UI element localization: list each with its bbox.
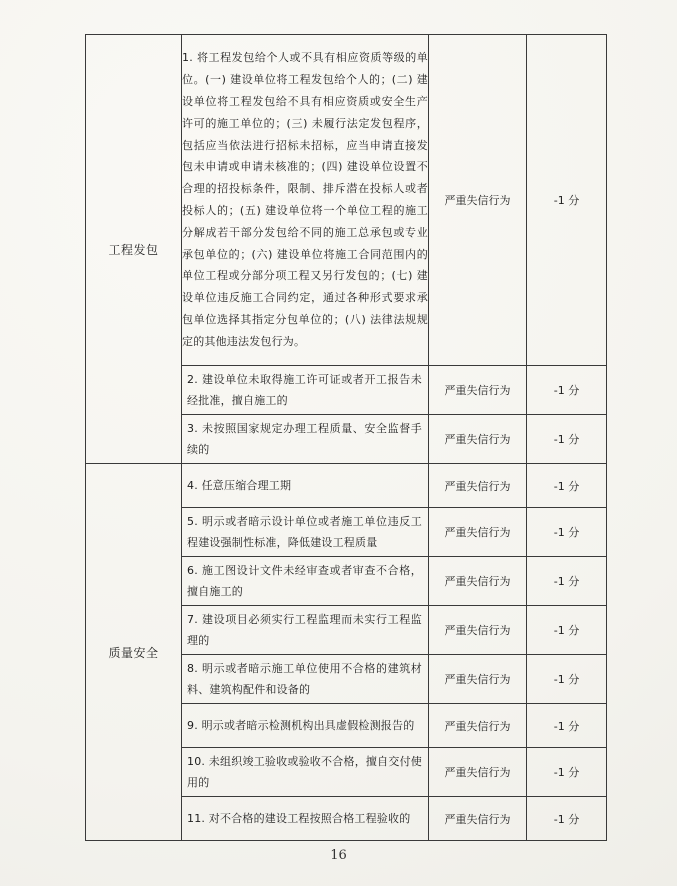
description-cell: 7. 建设项目必须实行工程监理而未实行工程监理的 [182, 606, 429, 655]
behavior-cell: 严重失信行为 [429, 508, 527, 557]
behavior-cell: 严重失信行为 [429, 366, 527, 415]
category-cell: 工程发包 [86, 35, 182, 464]
description-cell: 1. 将工程发包给个人或不具有相应资质等级的单位。(一) 建设单位将工程发包给个人的；(二) 建设单位将工程发包给不具有相应资质或安全生产许可的施工单位的；(三) 未履行法定发包程序，包括应当依法进行招标未招标，应当申请直接发包未申请或申请未核准的；(四) 建设单位设置不合理的招投标条件，限制、排斥潜在投标人或者投标人的；(五) 建设单位将一个单位工程的施工分解成若干部分发包给不同的施工总承包或专业承包单位的；(六) 建设单位将施工合同范围内的单位工程或分部分项工程又另行发包的；(七) 建设单位违反施工合同约定，通过各种形式要求承包单位选择其指定分包单位的；(八) 法律法规规定的其他违法发包行为。 [182, 35, 429, 366]
table-row [86, 35, 607, 366]
score-cell: -1 分 [527, 797, 607, 841]
score-cell: -1 分 [527, 748, 607, 797]
behavior-cell: 严重失信行为 [429, 35, 527, 366]
description-cell: 4. 任意压缩合理工期 [182, 464, 429, 508]
category-cell: 质量安全 [86, 464, 182, 841]
score-cell: -1 分 [527, 508, 607, 557]
behavior-cell: 严重失信行为 [429, 655, 527, 704]
score-cell: -1 分 [527, 704, 607, 748]
score-cell: -1 分 [527, 415, 607, 464]
score-cell: -1 分 [527, 655, 607, 704]
description-cell: 6. 施工图设计文件未经审查或者审查不合格，擅自施工的 [182, 557, 429, 606]
score-cell: -1 分 [527, 557, 607, 606]
score-cell: -1 分 [527, 606, 607, 655]
behavior-cell: 严重失信行为 [429, 464, 527, 508]
description-cell: 3. 未按照国家规定办理工程质量、安全监督手续的 [182, 415, 429, 464]
credit-behavior-table [85, 34, 607, 841]
behavior-cell: 严重失信行为 [429, 797, 527, 841]
page-number: 16 [330, 848, 347, 863]
behavior-cell: 严重失信行为 [429, 704, 527, 748]
behavior-cell: 严重失信行为 [429, 606, 527, 655]
description-cell: 11. 对不合格的建设工程按照合格工程验收的 [182, 797, 429, 841]
score-cell: -1 分 [527, 35, 607, 366]
description-cell: 10. 未组织竣工验收或验收不合格，擅自交付使用的 [182, 748, 429, 797]
score-cell: -1 分 [527, 366, 607, 415]
behavior-cell: 严重失信行为 [429, 557, 527, 606]
behavior-cell: 严重失信行为 [429, 748, 527, 797]
description-cell: 2. 建设单位未取得施工许可证或者开工报告未经批准，擅自施工的 [182, 366, 429, 415]
description-cell: 5. 明示或者暗示设计单位或者施工单位违反工程建设强制性标准，降低建设工程质量 [182, 508, 429, 557]
table-row [86, 464, 607, 508]
score-cell: -1 分 [527, 464, 607, 508]
description-cell: 9. 明示或者暗示检测机构出具虚假检测报告的 [182, 704, 429, 748]
description-cell: 8. 明示或者暗示施工单位使用不合格的建筑材料、建筑构配件和设备的 [182, 655, 429, 704]
behavior-cell: 严重失信行为 [429, 415, 527, 464]
